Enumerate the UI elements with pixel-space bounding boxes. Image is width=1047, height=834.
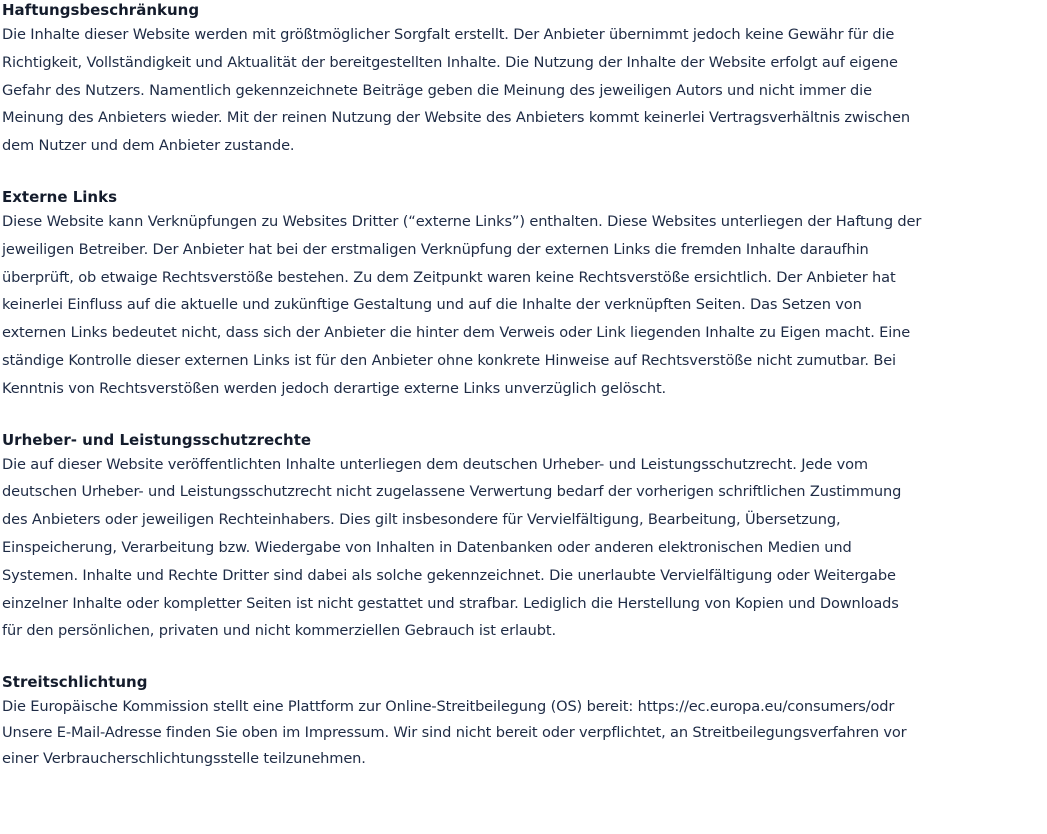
section-paragraph (2, 694, 1045, 772)
section-haftungsbeschraenkung (2, 0, 1045, 160)
paragraph-line: keinerlei Einfluss auf die aktuelle und zukünftige Gestaltung und auf die Inhalte der verknüpften Seiten. Das Setzen von (2, 296, 862, 314)
paragraph-line: deutschen Urheber- und Leistungsschutzrecht nicht zugelassene Verwertung bedarf der vorherigen schriftlichen Zustimmung (2, 483, 902, 501)
paragraph-line: Gefahr des Nutzers. Namentlich gekennzeichnete Beiträge geben die Meinung des jeweiligen Autors und nicht immer die (2, 81, 872, 99)
paragraph-line: Kenntnis von Rechtsverstößen werden jedoch derartige externe Links unverzüglich gelöscht. (2, 379, 667, 397)
paragraph-line: Meinung des Anbieters wieder. Mit der reinen Nutzung der Website des Anbieters kommt keinerlei Vertragsverhältnis zwischen (2, 109, 910, 127)
paragraph-line: einzelner Inhalte oder kompletter Seiten ist nicht gestattet und strafbar. Lediglich die Herstellung von Kopien und Downloads (2, 594, 899, 612)
paragraph-line: überprüft, ob etwaige Rechtsverstöße bestehen. Zu dem Zeitpunkt waren keine Rechtsverstöße ersichtlich. Der Anbieter hat (2, 268, 896, 286)
paragraph-line: Unsere E-Mail-Adresse finden Sie oben im Impressum. Wir sind nicht bereit oder verpflichtet, an Streitbeilegungsverfahren vor (2, 724, 907, 742)
section-streitschlichtung (2, 672, 1045, 772)
paragraph-line: Diese Website kann Verknüpfungen zu Websites Dritter (“externe Links”) enthalten. Diese Websites unterliegen der Haftung der (2, 212, 922, 230)
paragraph-line: Einspeicherung, Verarbeitung bzw. Wiedergabe von Inhalten in Datenbanken oder anderen elektronischen Medien und (2, 538, 852, 556)
paragraph-line: dem Nutzer und dem Anbieter zustande. (2, 137, 295, 155)
paragraph-line: Richtigkeit, Vollständigkeit und Aktualität der bereitgestellten Inhalte. Die Nutzung der Inhalte der Website erfolgt auf eigene (2, 53, 898, 71)
paragraph-line: für den persönlichen, privaten und nicht kommerziellen Gebrauch ist erlaubt. (2, 622, 556, 640)
paragraph-line: Die Europäische Kommission stellt eine Plattform zur Online-Streitbeilegung (OS) bereit: https://ec.europa.eu/consumers/odr (2, 698, 895, 716)
section-heading: Urheber- und Leistungsschutzrechte (2, 430, 312, 449)
paragraph-line: jeweiligen Betreiber. Der Anbieter hat bei der erstmaligen Verknüpfung der externen Links die fremden Inhalte daraufhin (2, 240, 869, 258)
section-heading: Haftungsbeschränkung (2, 1, 200, 19)
paragraph-line: Systemen. Inhalte und Rechte Dritter sind dabei als solche gekennzeichnet. Die unerlaubte Vervielfältigung oder Weitergabe (2, 566, 896, 584)
paragraph-line: Die auf dieser Website veröffentlichten Inhalte unterliegen dem deutschen Urheber- und Leistungsschutzrecht. Jede vom (2, 455, 868, 473)
section-paragraph (2, 451, 1045, 646)
section-paragraph (2, 21, 1045, 160)
paragraph-line: externen Links bedeutet nicht, dass sich der Anbieter die hinter dem Verweis oder Link liegenden Inhalte zu Eigen macht. Eine (2, 324, 911, 342)
paragraph-line: ständige Kontrolle dieser externen Links ist für den Anbieter ohne konkrete Hinweise auf Rechtsverstöße nicht zumutbar. Bei (2, 351, 896, 369)
paragraph-line: Die Inhalte dieser Website werden mit größtmöglicher Sorgfalt erstellt. Der Anbieter übernimmt jedoch keine Gewähr für die (2, 26, 895, 43)
paragraph-line: des Anbieters oder jeweiligen Rechteinhabers. Dies gilt insbesondere für Vervielfältigung, Bearbeitung, Übersetzung, (2, 511, 841, 529)
section-paragraph (2, 208, 1045, 403)
section-heading: Externe Links (2, 187, 118, 206)
paragraph-line: einer Verbraucherschlichtungsstelle teilzunehmen. (2, 750, 366, 768)
section-heading: Streitschlichtung (2, 673, 148, 692)
section-urheberrecht (2, 430, 1045, 646)
section-externe-links (2, 187, 1045, 403)
